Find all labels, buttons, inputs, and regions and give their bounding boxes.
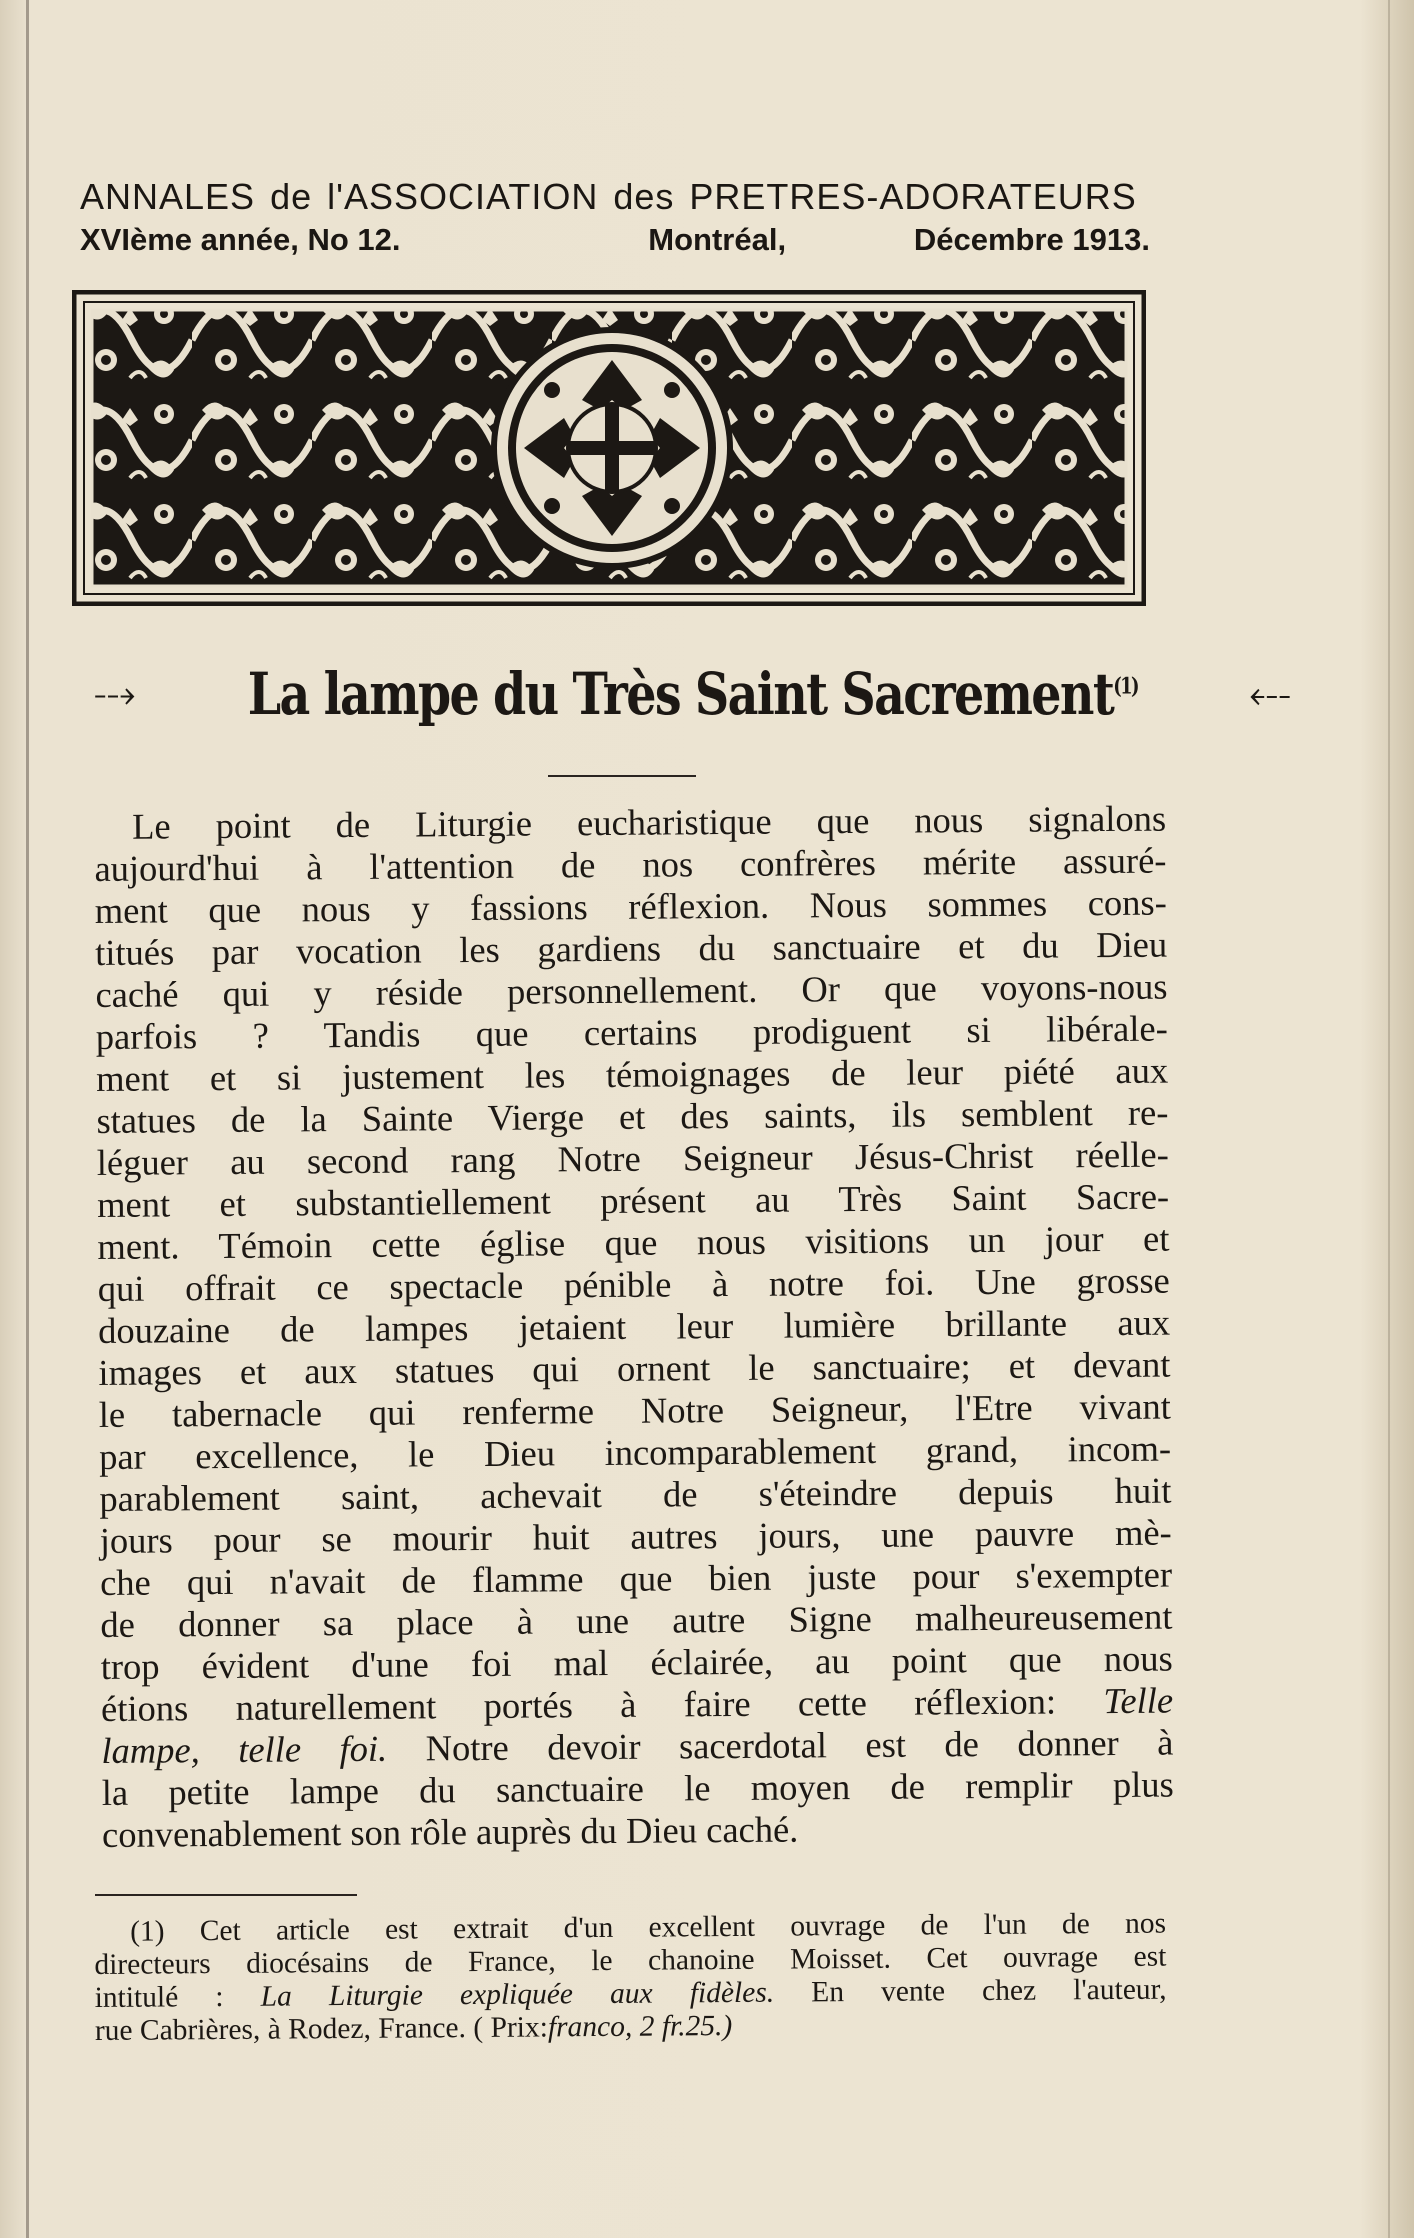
footnote-divider (95, 1894, 357, 1896)
body-line: parfois ? Tandis que certains prodiguent si libérale- (95, 1007, 1168, 1057)
body-line: de donner sa place à une autre Signe malheureusement (100, 1595, 1173, 1645)
body-line: convenablement son rôle auprès du Dieu caché. (101, 1808, 799, 1855)
article-title: La lampe du Très Saint Sacrement$^{(1)}$ (247, 660, 1138, 728)
footnote-line: intitulé : La Liturgie expliquée aux fidèles. En vente chez l'auteur, (94, 1973, 1167, 2014)
body-line: la petite lampe du sanctuaire le moyen de remplir plus (101, 1763, 1174, 1813)
body-line: douzaine de lampes jetaient leur lumière brillante aux (97, 1301, 1171, 1351)
left-ornament-icon: ⤏ (94, 671, 136, 717)
right-ornament-icon: ⤎ (1249, 671, 1291, 717)
issue-date: Décembre 1913. (913, 222, 1150, 257)
body-line: léguer au second rang Notre Seigneur Jésus-Christ réelle- (96, 1133, 1169, 1183)
footnote-line: rue Cabrières, à Rodez, France. ( Prix:franco, 2 fr.25.) (94, 2009, 733, 2047)
decorative-banner (72, 290, 1146, 606)
article-title-block (80, 660, 1291, 728)
title-divider (548, 775, 696, 777)
footnote (94, 1908, 1167, 2048)
body-line: lampe, telle foi. Notre devoir sacerdotal est de donner à (101, 1721, 1174, 1771)
body-line: che qui n'avait de flamme que bien juste pour s'exempter (99, 1553, 1173, 1603)
masthead-title: ANNALES de l'ASSOCIATION des PRETRES-ADORATEURS (80, 176, 1137, 217)
body-line: trop évident d'une foi mal éclairée, au point que nous (100, 1637, 1173, 1687)
body-line: parablement saint, achevait de s'éteindre depuis huit (99, 1469, 1172, 1519)
body-line: aujourd'hui à l'attention de nos confrères mérite assuré- (94, 839, 1167, 889)
price: franco, 2 fr.25.) (547, 2009, 733, 2044)
body-line: par excellence, le Dieu incomparablement grand, incom- (98, 1427, 1172, 1477)
page-outer-edge (1388, 0, 1390, 2238)
page-binding-edge (26, 0, 29, 2238)
body-line: ment et substantiellement présent au Très Saint Sacre- (96, 1175, 1170, 1225)
body-line: le tabernacle qui renferme Notre Seigneur, l'Etre vivant (98, 1385, 1171, 1435)
body-line: titués par vocation les gardiens du sanctuaire et du Dieu (94, 923, 1168, 973)
body-line: statues de la Sainte Vierge et des saints, ils semblent re- (96, 1091, 1169, 1141)
body-line: qui offrait ce spectacle pénible à notre foi. Une grosse (97, 1259, 1170, 1309)
book-title: La Liturgie expliquée aux fidèles. (260, 1976, 775, 2013)
body-line: images et aux statues qui ornent le sanctuaire; et devant (98, 1343, 1171, 1393)
body-line: jours pour se mourir huit autres jours, une pauvre mè- (99, 1511, 1172, 1561)
masthead-issue-line (80, 222, 1150, 258)
article-body (94, 798, 1174, 1856)
body-line: ment. Témoin cette église que nous visitions un jour et (97, 1217, 1170, 1267)
body-line: caché qui y réside personnellement. Or que voyons-nous (95, 965, 1168, 1015)
city: Montréal, (648, 222, 787, 257)
footnote-reference: (1) (1112, 673, 1138, 700)
body-line: Le point de Liturgie eucharistique que nous signalons (131, 797, 1167, 847)
footnote-line: (1) Cet article est extrait d'un excellent ouvrage de l'un de nos (129, 1907, 1167, 1948)
body-line: étions naturellement portés à faire cette réflexion: Telle (100, 1679, 1174, 1729)
body-line: ment et si justement les témoignages de leur piété aux (95, 1049, 1169, 1099)
issue-number: XVIème année, No 12. (80, 222, 401, 257)
footnote-line: directeurs diocésains de France, le chanoine Moisset. Cet ouvrage est (94, 1940, 1167, 1981)
body-line: ment que nous y fassions réflexion. Nous sommes cons- (94, 881, 1167, 931)
